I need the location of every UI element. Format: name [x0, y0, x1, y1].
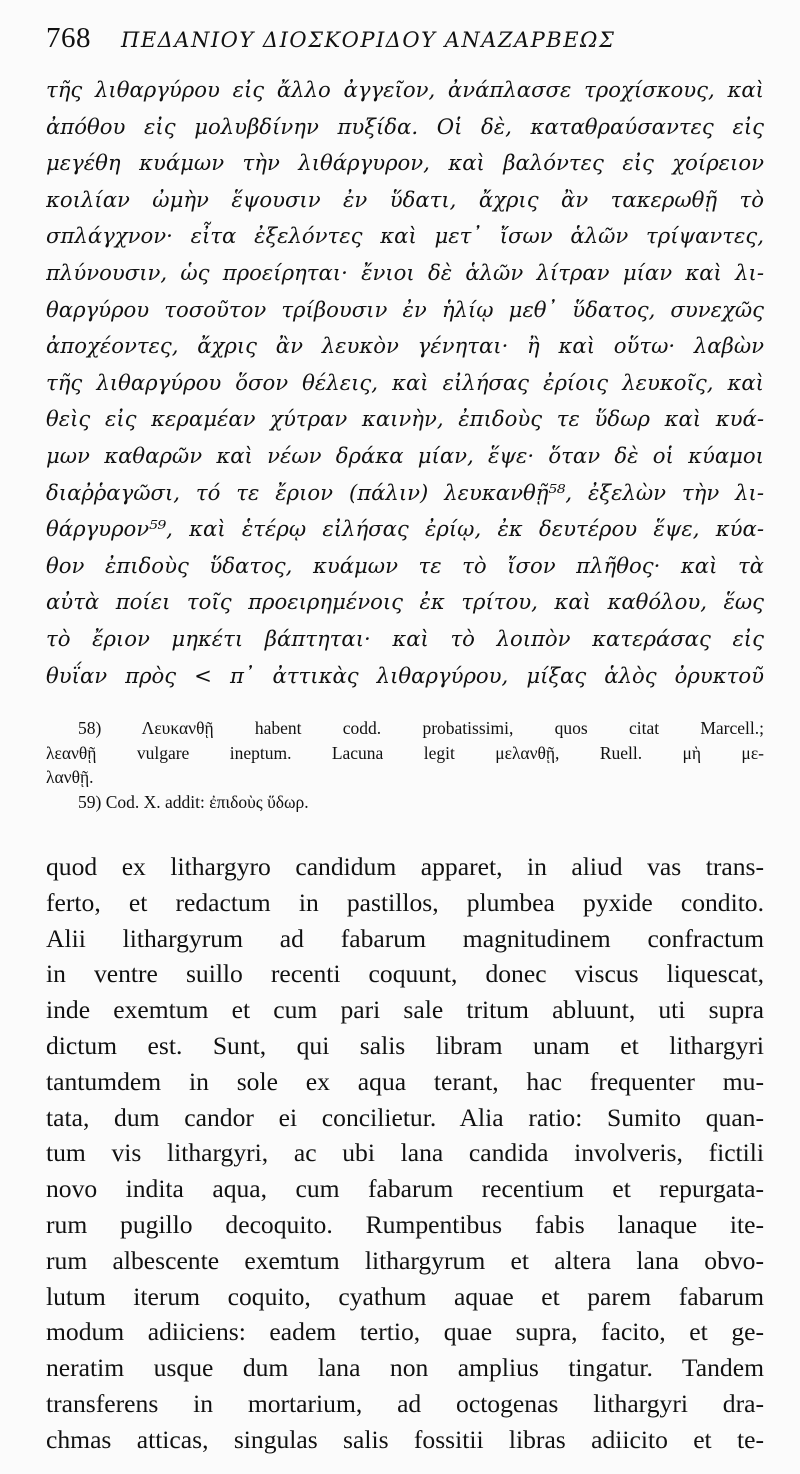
greek-line: τὸ ἔριον μηκέτι βάπτηται· καὶ τὸ λοιπὸν κατεράσας εἰς	[46, 625, 764, 651]
running-head: ΠΕΔΑΝΙΟΥ ΔΙΟΣΚΟΡΙΔΟΥ ΑΝΑΖΑΡΒΕΩΣ	[121, 28, 616, 52]
footnote-58-continuation: λεανθῇ vulgare ineptum. Lacuna legit μελανθῇ, Ruell. μὴ με-	[46, 742, 764, 763]
latin-line: transferens in mortarium, ad octogenas lithargyri dra-	[46, 1388, 764, 1418]
latin-line: dictum est. Sunt, qui salis libram unam et lithargyri	[46, 1030, 764, 1060]
latin-line: in ventre suillo recenti coquunt, donec viscus liquescat,	[46, 959, 764, 989]
latin-line: tantumdem in sole ex aqua terant, hac frequenter mu-	[46, 1066, 764, 1096]
greek-line: πλύνουσιν, ὡς προείρηται· ἔνιοι δὲ ἁλῶν λίτραν μίαν καὶ λι-	[46, 259, 764, 285]
greek-line: τῆς λιθαργύρου ὅσον θέλεις, καὶ εἰλήσας ἐρίοις λευκοῖς, καὶ	[46, 369, 764, 395]
latin-line: ferto, et redactum in pastillos, plumbea pyxide condito.	[46, 887, 764, 917]
greek-line: θυΐαν πρὸς < π᾽ ἀττικὰς λιθαργύρου, μίξας ἁλὸς ὀρυκτοῦ	[46, 662, 764, 688]
latin-line: quod ex lithargyro candidum apparet, in aliud vas trans-	[46, 852, 764, 881]
latin-line: modum adiiciens: eadem tertio, quae supra, facito, et ge-	[46, 1317, 764, 1347]
greek-line: θαργύρου τοσοῦτον τρίβουσιν ἐν ἡλίῳ μεθ᾽ ὕδατος, συνεχῶς	[46, 296, 764, 322]
footnote-58-continuation: λανθῇ.	[46, 767, 94, 787]
greek-line: θον ἐπιδοὺς ὕδατος, κυάμων τε τὸ ἴσον πλῆθος· καὶ τὰ	[46, 552, 764, 578]
footnotes	[46, 716, 764, 814]
latin-line: Alii lithargyrum ad fabarum magnitudinem confractum	[46, 923, 764, 953]
greek-line: ἀποχέοντες, ἄχρις ἂν λευκὸν γένηται· ἢ καὶ οὕτω· λαβὼν	[46, 333, 764, 359]
greek-line: θεὶς εἰς κεραμέαν χύτραν καινὴν, ἐπιδοὺς τε ὕδωρ καὶ κυά-	[46, 406, 764, 432]
greek-line: διαῤῥαγῶσι, τό τε ἔριον (πάλιν) λευκανθῇ⁵⁸, ἐξελὼν τὴν λι-	[46, 479, 764, 505]
page-header	[46, 22, 666, 62]
greek-line: κοιλίαν ὠμὴν ἕψουσιν ἐν ὕδατι, ἄχρις ἂν τακερωθῇ τὸ	[46, 186, 764, 212]
greek-text-block	[46, 72, 764, 694]
footnote-59: 59) Cod. X. addit: ἐπιδοὺς ὕδωρ.	[78, 791, 309, 812]
latin-line: novo indita aqua, cum fabarum recentium et repurgata-	[46, 1174, 764, 1204]
latin-line: tata, dum candor ei concilietur. Alia ratio: Sumito quan-	[46, 1102, 764, 1132]
greek-line: σπλάγχνον· εἶτα ἐξελόντες καὶ μετ᾽ ἴσων ἁλῶν τρίψαντες,	[46, 223, 764, 249]
footnote-58: 58) Λευκανθῇ habent codd. probatissimi, quos citat Marcell.;	[78, 718, 764, 738]
greek-line: ἀπόθου εἰς μολυβδίνην πυξίδα. Οἱ δὲ, καταθραύσαντες εἰς	[46, 113, 764, 139]
greek-line: μεγέθη κυάμων τὴν λιθάργυρον, καὶ βαλόντες εἰς χοίρειον	[46, 150, 764, 176]
latin-line: tum vis lithargyri, ac ubi lana candida involveris, fictili	[46, 1138, 764, 1168]
latin-line: chmas atticas, singulas salis fossitii libras adiicito et te-	[46, 1424, 764, 1454]
latin-line: inde exemtum et cum pari sale tritum abluunt, uti supra	[46, 995, 764, 1025]
latin-line: lutum iterum coquito, cyathum aquae et parem fabarum	[46, 1281, 764, 1311]
page-number: 768	[46, 22, 91, 54]
greek-line: θάργυρον⁵⁹, καὶ ἑτέρῳ εἰλήσας ἐρίῳ, ἐκ δευτέρου ἕψε, κύα-	[46, 516, 764, 542]
latin-line: rum albescente exemtum lithargyrum et altera lana obvo-	[46, 1245, 764, 1275]
greek-line: αὐτὰ ποίει τοῖς προειρημένοις ἐκ τρίτου, καὶ καθόλου, ἕως	[46, 589, 764, 615]
greek-line: μων καθαρῶν καὶ νέων δράκα μίαν, ἕψε· ὅταν δὲ οἱ κύαμοι	[46, 442, 764, 468]
latin-line: neratim usque dum lana non amplius tingatur. Tandem	[46, 1353, 764, 1383]
latin-line: rum pugillo decoquito. Rumpentibus fabis lanaque ite-	[46, 1209, 764, 1239]
latin-translation-block	[46, 849, 764, 1458]
greek-line: τῆς λιθαργύρου εἰς ἄλλο ἀγγεῖον, ἀνάπλασσε τροχίσκους, καὶ	[46, 77, 764, 102]
